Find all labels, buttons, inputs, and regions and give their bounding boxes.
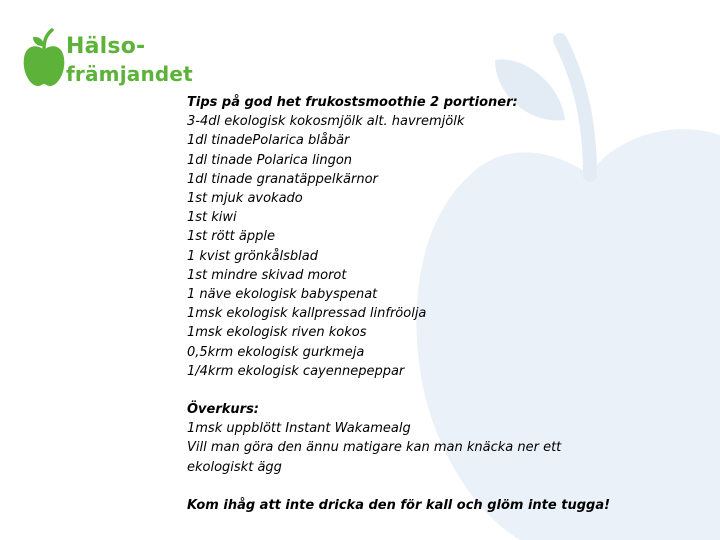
ingredient-item: 1msk ekologisk riven kokos	[187, 325, 367, 341]
ingredient-item: 1st mindre skivad morot	[187, 267, 347, 283]
recipe-title: Tips på god het frukostsmoothie 2 portioner:	[187, 95, 518, 110]
ingredient-item: 1 näve ekologisk babyspenat	[187, 287, 378, 303]
ingredient-item: 0,5krm ekologisk gurkmeja	[187, 344, 365, 360]
ingredient-item: 1dl tinadePolarica blåbär	[187, 133, 350, 149]
ingredient-item: 1/4krm ekologisk cayennepeppar	[187, 363, 405, 379]
ingredient-item: 1dl tinade granatäppelkärnor	[187, 171, 378, 187]
extra-line: 1msk uppblött Instant Wakamealg	[187, 421, 411, 437]
ingredient-item: 1 kvist grönkålsblad	[187, 248, 318, 264]
ingredient-item: 1dl tinade Polarica lingon	[187, 152, 353, 168]
logo-text-framjandet: främjandet	[66, 62, 193, 86]
ingredient-item: 1st kiwi	[187, 210, 237, 226]
extra-line: Vill man göra den ännu matigare kan man knäcka ner ett ekologiskt ägg	[187, 440, 562, 475]
extra-title: Överkurs:	[187, 402, 260, 418]
ingredient-item: 1st rött äpple	[187, 229, 275, 245]
ingredient-item: 3-4dl ekologisk kokosmjölk alt. havremjölk	[187, 114, 465, 130]
apple-icon	[22, 28, 66, 90]
ingredient-item: 1msk ekologisk kallpressad linfröolja	[187, 306, 427, 322]
ingredient-list	[187, 112, 687, 381]
logo-text-halso: Hälso-	[66, 34, 146, 59]
ingredient-item: 1st mjuk avokado	[187, 191, 303, 207]
halsofrmjandet-logo[interactable]	[22, 28, 193, 94]
recipe-text	[187, 93, 687, 515]
footer-note: Kom ihåg att inte dricka den för kall och glöm inte tugga!	[187, 497, 611, 513]
